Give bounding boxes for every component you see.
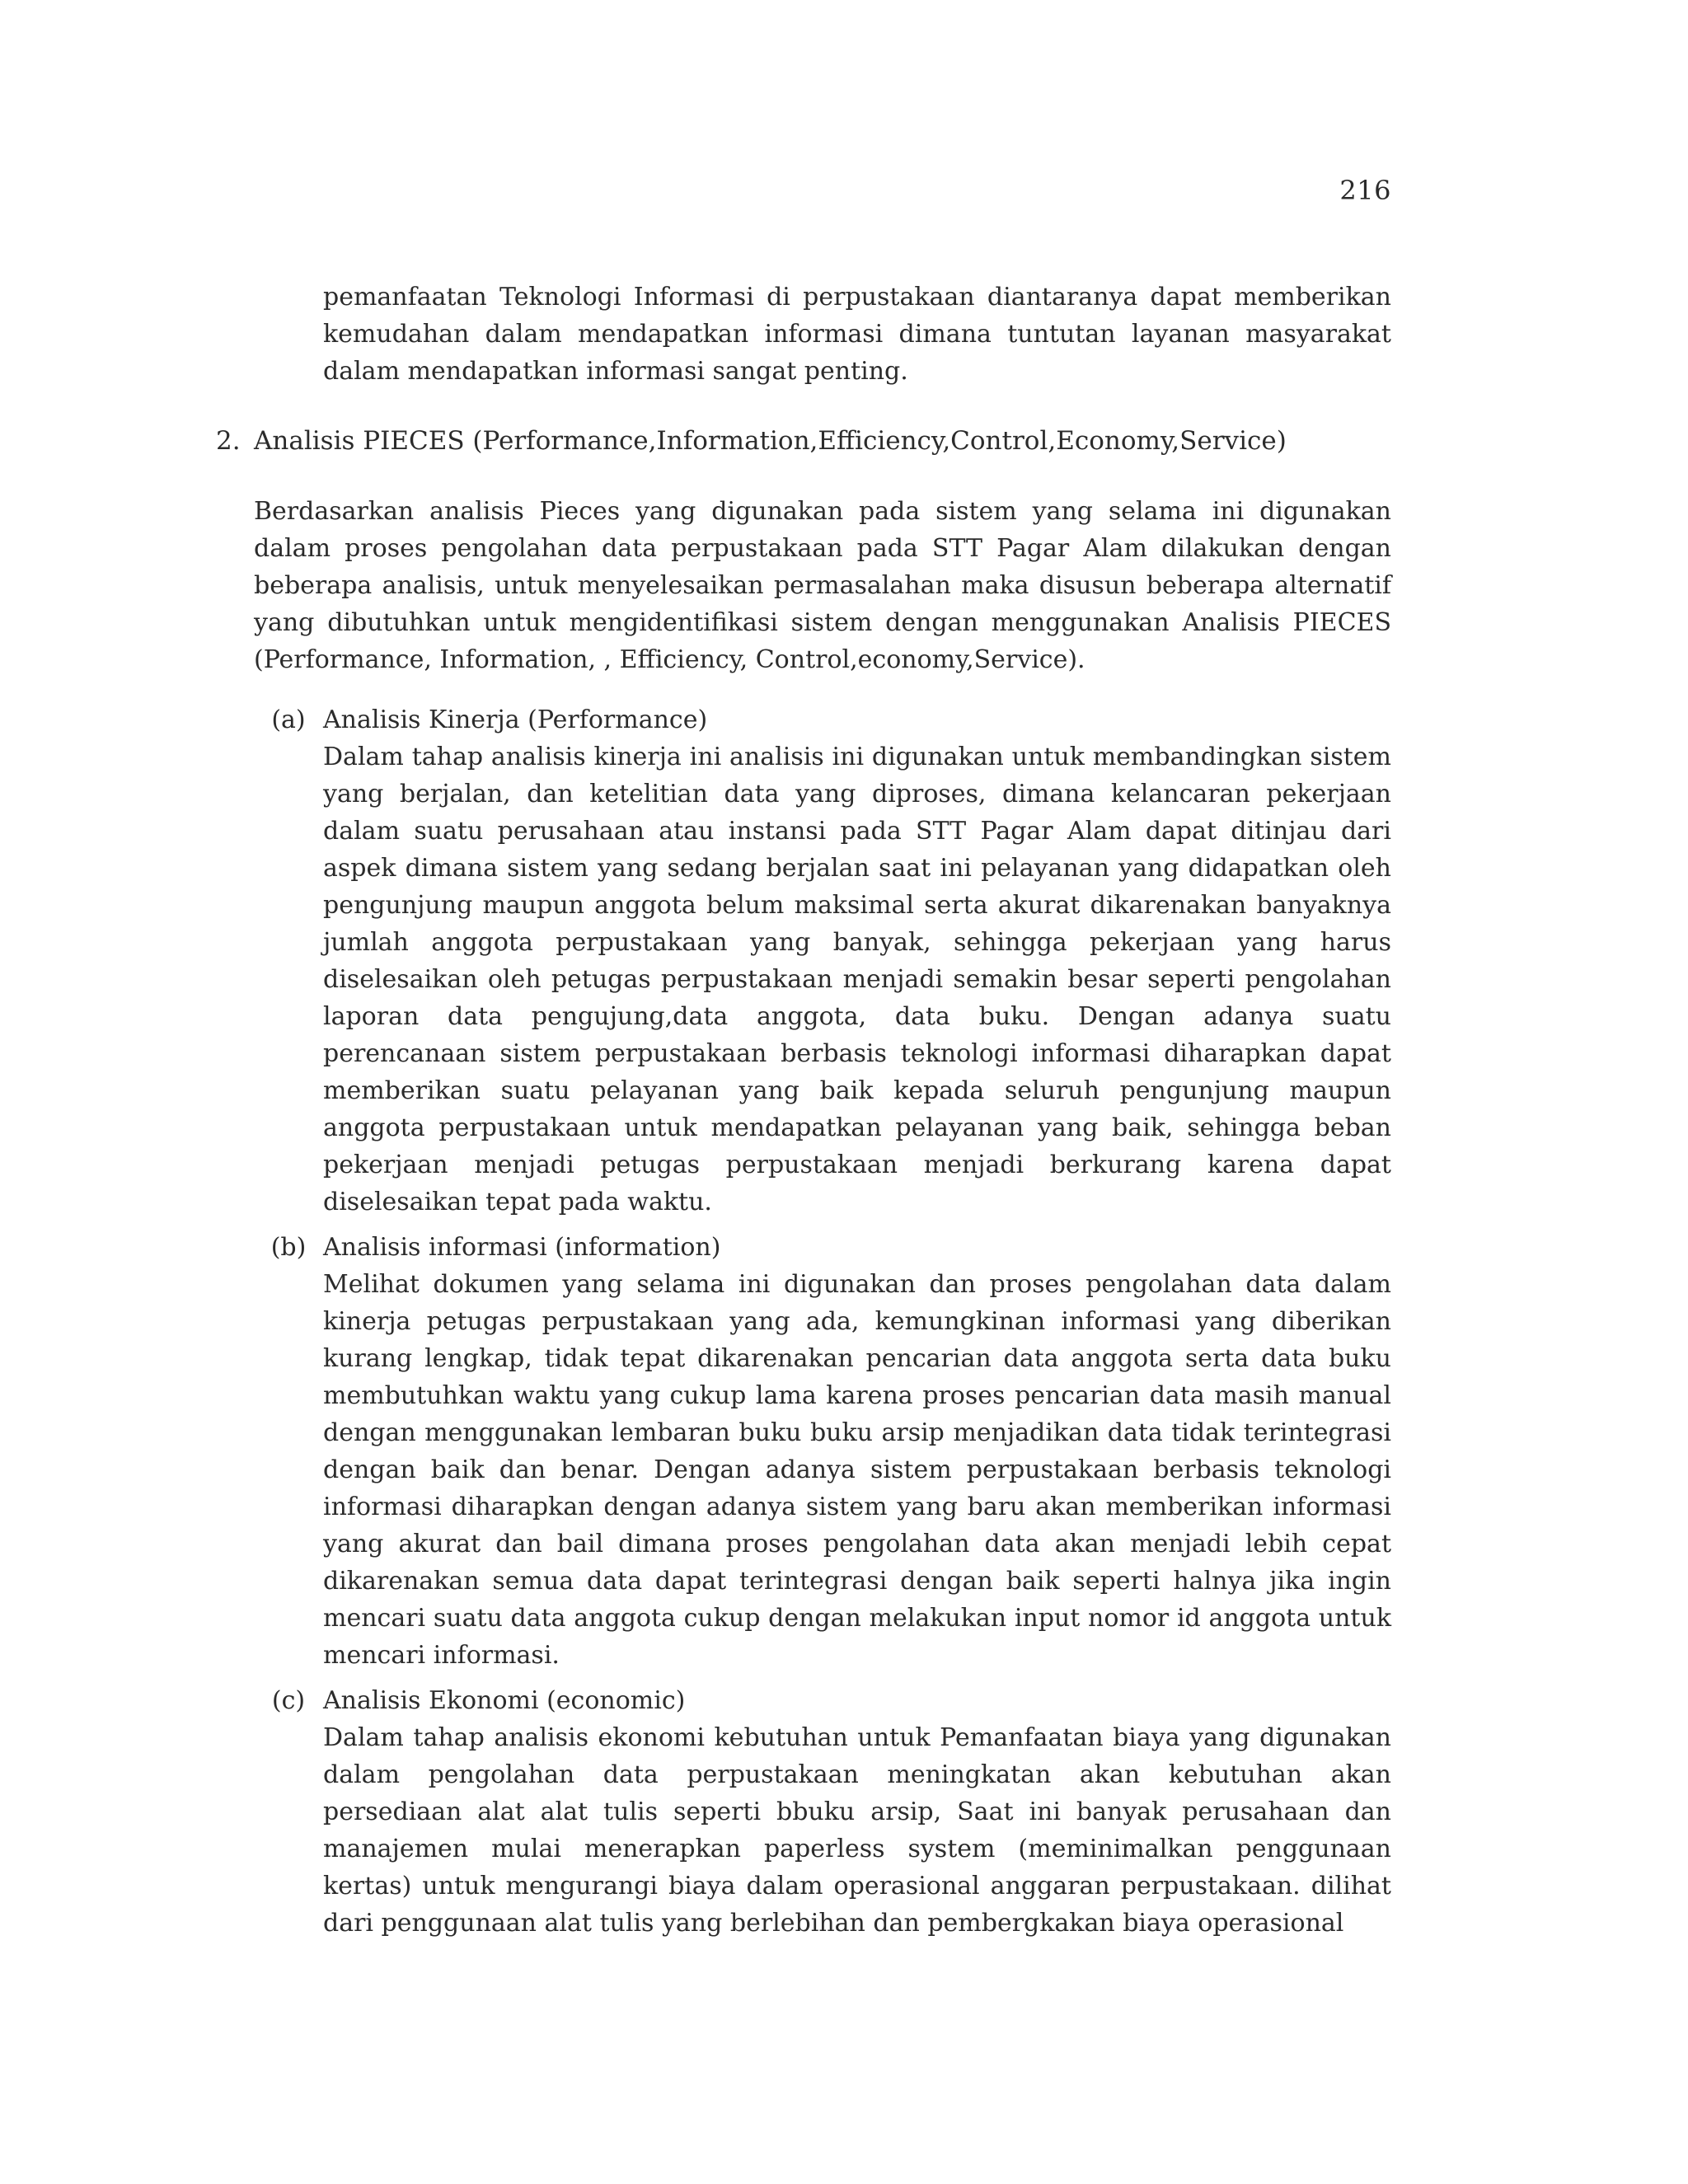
analysis-list [254, 701, 1391, 1942]
section-heading [216, 423, 1391, 460]
list-item-body [323, 1682, 1391, 1942]
list-item-label: (b) [270, 1233, 307, 1262]
section-paragraph: Berdasarkan analisis Pieces yang digunakan pada sistem yang selama ini digunakan dalam proses pengolahan data perpustakaan pada STT Pagar Alam dilakukan dengan beberapa analisis, untuk menyelesaikan permasalahan maka disusun beberapa alternatif yang dibutuhkan untuk mengidentifikasi sistem dengan menggunakan Analisis PIECES (Performance, Information, , Efficiency, Control,economy,Service). [254, 497, 1391, 674]
list-item-label: (c) [271, 1686, 306, 1715]
list-item-body [323, 1229, 1391, 1674]
document-body [216, 279, 1391, 1950]
list-item-label: (a) [271, 705, 306, 734]
list-item-body [323, 701, 1391, 1221]
list-item-title: Analisis Ekonomi (economic) [323, 1686, 686, 1715]
list-item-text: Melihat dokumen yang selama ini digunakan dan proses pengolahan data dalam kinerja petugas perpustakaan yang ada, kemungkinan informasi yang diberikan kurang lengkap, tidak tepat dikarenakan pencarian data anggota serta data buku membutuhkan waktu yang cukup lama karena proses pencarian data masih manual dengan menggunakan lembaran buku buku arsip menjadikan data tidak terintegrasi dengan baik dan benar. Dengan adanya sistem perpustakaan berbasis teknologi informasi diharapkan dengan adanya sistem yang baru akan memberikan informasi yang akurat dan bail dimana proses pengolahan data akan menjadi lebih cepat dikarenakan semua data dapat terintegrasi dengan baik seperti halnya jika ingin mencari suatu data anggota cukup dengan melakukan input nomor id anggota untuk mencari informasi. [323, 1270, 1391, 1670]
list-item [254, 1229, 1391, 1674]
list-item-title: Analisis informasi (information) [323, 1233, 721, 1262]
list-item-text: Dalam tahap analisis ekonomi kebutuhan untuk Pemanfaatan biaya yang digunakan dalam pengolahan data perpustakaan meningkatan akan kebutuhan akan persediaan alat alat tulis seperti bbuku arsip, Saat ini banyak perusahaan dan manajemen mulai menerapkan paperless system (meminimalkan penggunaan kertas) untuk mengurangi biaya dalam operasional anggaran perpustakaan. dilihat dari penggunaan alat tulis yang berlebihan dan pembergkakan biaya operasional [323, 1723, 1391, 1938]
page-number: 216 [1339, 175, 1391, 206]
section-title: Analisis PIECES (Performance,Information,Efficiency,Control,Economy,Service) [254, 426, 1287, 456]
section-number: 2. [216, 426, 241, 456]
list-item-title: Analisis Kinerja (Performance) [323, 705, 708, 734]
intro-paragraph: pemanfaatan Teknologi Informasi di perpustakaan diantaranya dapat memberikan kemudahan dalam mendapatkan informasi dimana tuntutan layanan masyarakat dalam mendapatkan informasi sangat penting. [323, 283, 1391, 386]
list-item [254, 701, 1391, 1221]
list-item-text: Dalam tahap analisis kinerja ini analisis ini digunakan untuk membandingkan sistem yang berjalan, dan ketelitian data yang diproses, dimana kelancaran pekerjaan dalam suatu perusahaan atau instansi pada STT Pagar Alam dapat ditinjau dari aspek dimana sistem yang sedang berjalan saat ini pelayanan yang didapatkan oleh pengunjung maupun anggota belum maksimal serta akurat dikarenakan banyaknya jumlah anggota perpustakaan yang banyak, sehingga pekerjaan yang harus diselesaikan oleh petugas perpustakaan menjadi semakin besar seperti pengolahan laporan data pengujung,data anggota, data buku. Dengan adanya suatu perencanaan sistem perpustakaan berbasis teknologi informasi diharapkan dapat memberikan suatu pelayanan yang baik kepada seluruh pengunjung maupun anggota perpustakaan untuk mendapatkan pelayanan yang baik, sehingga beban pekerjaan menjadi petugas perpustakaan menjadi berkurang karena dapat diselesaikan tepat pada waktu. [323, 743, 1391, 1216]
list-item [254, 1682, 1391, 1942]
